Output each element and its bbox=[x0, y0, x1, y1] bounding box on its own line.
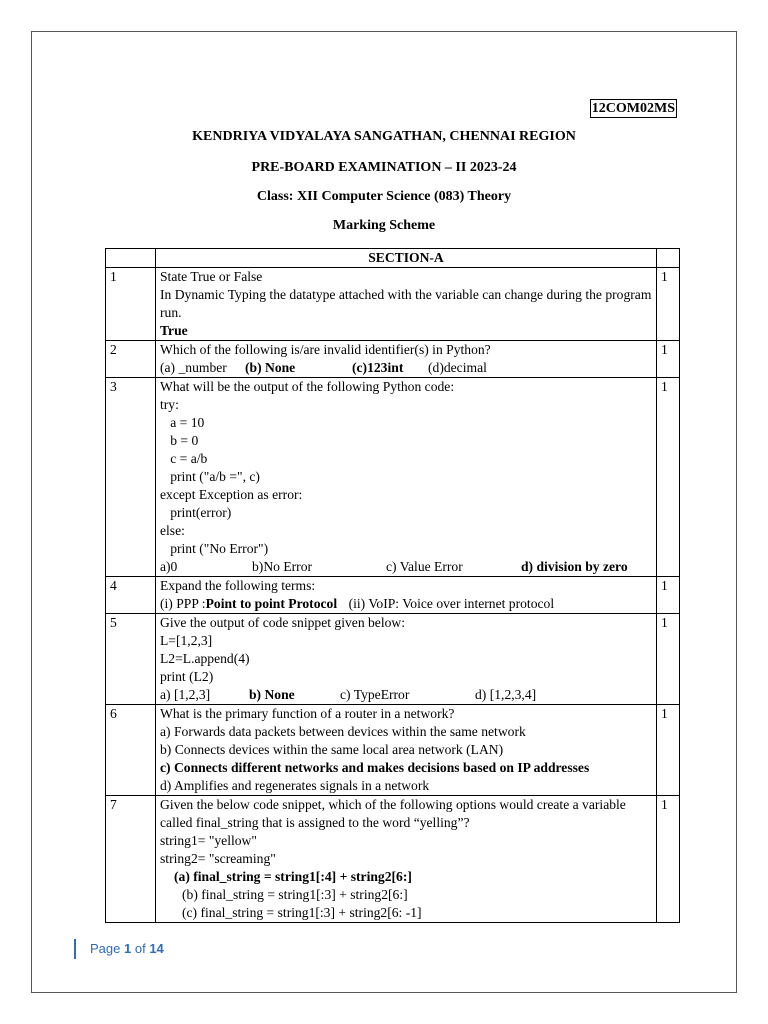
code-line: b = 0 bbox=[160, 433, 199, 448]
code-line: L2=L.append(4) bbox=[160, 651, 250, 666]
question-number: 2 bbox=[106, 341, 156, 378]
options-row bbox=[160, 686, 652, 704]
answer-option: Point to point Protocol bbox=[205, 596, 338, 611]
code-line: string2= "screaming" bbox=[160, 851, 276, 866]
question-row bbox=[106, 378, 680, 577]
question-content bbox=[156, 614, 657, 705]
question-text: In Dynamic Typing the datatype attached with the variable can change during the program run. bbox=[160, 287, 652, 320]
option: (a) _number bbox=[160, 360, 227, 375]
answer-option: (b) None bbox=[245, 360, 296, 375]
answer-text: True bbox=[160, 323, 188, 338]
page-of: of bbox=[134, 941, 146, 956]
page-current: 1 bbox=[124, 941, 132, 956]
code-line: try: bbox=[160, 397, 179, 412]
option: a)0 bbox=[160, 559, 178, 574]
question-number: 5 bbox=[106, 614, 156, 705]
option: d) [1,2,3,4] bbox=[475, 687, 537, 702]
question-number: 1 bbox=[106, 268, 156, 341]
question-text: State True or False bbox=[160, 269, 263, 284]
question-number: 4 bbox=[106, 577, 156, 614]
question-row bbox=[106, 796, 680, 923]
code-line: print ("a/b =", c) bbox=[160, 469, 260, 484]
code-line: else: bbox=[160, 523, 185, 538]
option: c) Value Error bbox=[386, 559, 463, 574]
option: (c) final_string = string1[:3] + string2[6: -1] bbox=[182, 905, 422, 920]
option: (d)decimal bbox=[428, 360, 487, 375]
header-marking-scheme: Marking Scheme bbox=[332, 218, 436, 233]
question-content bbox=[156, 341, 657, 378]
code-line: except Exception as error: bbox=[160, 487, 303, 502]
option: (b) final_string = string1[:3] + string2[6:] bbox=[182, 887, 408, 902]
question-marks: 1 bbox=[657, 614, 680, 705]
question-content bbox=[156, 705, 657, 796]
question-text: Give the output of code snippet given below: bbox=[160, 615, 406, 630]
options-row bbox=[160, 595, 652, 613]
question-row bbox=[106, 268, 680, 341]
question-number: 6 bbox=[106, 705, 156, 796]
question-text: What will be the output of the following Python code: bbox=[160, 379, 455, 394]
question-text: What is the primary function of a router in a network? bbox=[160, 706, 455, 721]
options-row bbox=[160, 359, 652, 377]
answer-option: (c)123int bbox=[352, 360, 404, 375]
question-content bbox=[156, 378, 657, 577]
section-title: SECTION-A bbox=[156, 249, 657, 268]
option: (ii) VoIP: Voice over internet protocol bbox=[348, 596, 555, 611]
question-row bbox=[106, 577, 680, 614]
answer-option: c) Connects different networks and makes decisions based on IP addresses bbox=[160, 760, 590, 775]
option: b)No Error bbox=[252, 559, 313, 574]
question-row bbox=[106, 341, 680, 378]
question-content bbox=[156, 577, 657, 614]
section-header-row bbox=[106, 249, 680, 268]
code-line: a = 10 bbox=[160, 415, 205, 430]
option: d) Amplifies and regenerates signals in a network bbox=[160, 778, 430, 793]
page-total: 14 bbox=[149, 941, 164, 956]
question-marks: 1 bbox=[657, 577, 680, 614]
option: (i) PPP : bbox=[160, 596, 206, 611]
option: b) Connects devices within the same local area network (LAN) bbox=[160, 742, 504, 757]
code-line: c = a/b bbox=[160, 451, 208, 466]
question-text: Expand the following terms: bbox=[160, 578, 316, 593]
question-marks: 1 bbox=[657, 378, 680, 577]
code-line: L=[1,2,3] bbox=[160, 633, 213, 648]
question-marks: 1 bbox=[657, 705, 680, 796]
question-marks: 1 bbox=[657, 796, 680, 923]
question-content bbox=[156, 796, 657, 923]
header-region: KENDRIYA VIDYALAYA SANGATHAN, CHENNAI REGION bbox=[192, 129, 576, 144]
options-row bbox=[160, 558, 652, 576]
page-footer bbox=[74, 939, 164, 959]
question-number: 7 bbox=[106, 796, 156, 923]
code-line: print (L2) bbox=[160, 669, 214, 684]
questions-table bbox=[105, 248, 680, 923]
question-text: Given the below code snippet, which of the following options would create a variable called final_string that is assigned to the word “yelling”? bbox=[160, 797, 626, 830]
header-exam: PRE-BOARD EXAMINATION – II 2023-24 bbox=[251, 160, 517, 175]
option: a) [1,2,3] bbox=[160, 687, 211, 702]
code-line: print ("No Error") bbox=[160, 541, 269, 556]
answer-option: (a) final_string = string1[:4] + string2[6:] bbox=[174, 869, 412, 884]
question-number: 3 bbox=[106, 378, 156, 577]
question-row bbox=[106, 614, 680, 705]
question-marks: 1 bbox=[657, 341, 680, 378]
code-line: string1= "yellow" bbox=[160, 833, 257, 848]
question-content bbox=[156, 268, 657, 341]
question-row bbox=[106, 705, 680, 796]
option: c) TypeError bbox=[340, 687, 410, 702]
header-class: Class: XII Computer Science (083) Theory bbox=[256, 189, 512, 204]
document-code: 12COM02MS bbox=[591, 101, 675, 116]
code-line: print(error) bbox=[160, 505, 232, 520]
question-text: Which of the following is/are invalid identifier(s) in Python? bbox=[160, 342, 491, 357]
answer-option: d) division by zero bbox=[521, 559, 628, 574]
page-label: Page bbox=[90, 941, 121, 956]
option: a) Forwards data packets between devices within the same network bbox=[160, 724, 526, 739]
answer-option: b) None bbox=[249, 687, 295, 702]
question-marks: 1 bbox=[657, 268, 680, 341]
